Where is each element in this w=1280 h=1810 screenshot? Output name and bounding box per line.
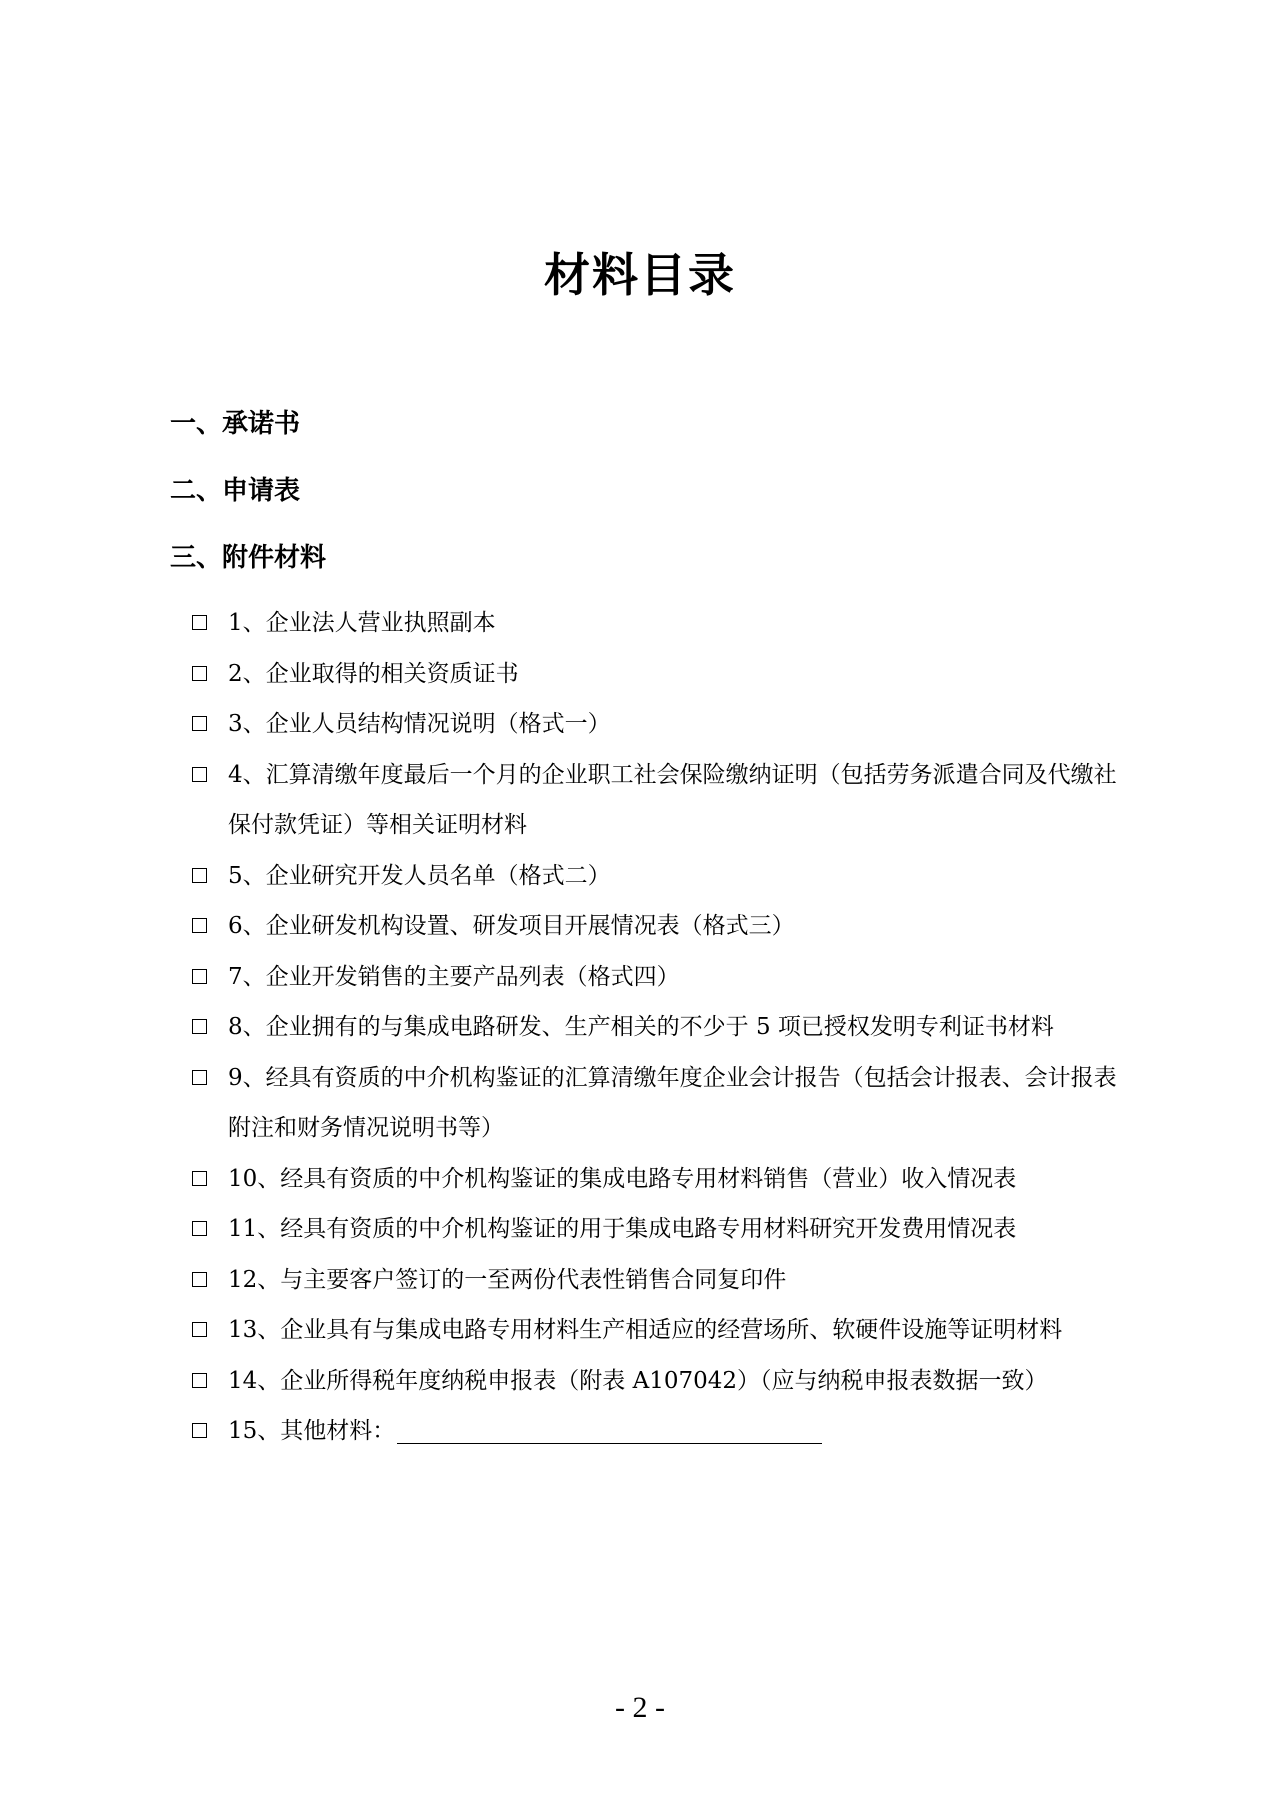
checklist-item <box>190 699 1130 750</box>
checklist-item-text: 7、企业开发销售的主要产品列表（格式四） <box>228 963 680 990</box>
checklist-item-text: 6、企业研发机构设置、研发项目开展情况表（格式三） <box>228 913 795 939</box>
checkbox[interactable] <box>192 1373 207 1388</box>
checklist-item <box>190 851 1130 902</box>
checklist-item-text: 2、企业取得的相关资质证书 <box>228 660 519 687</box>
checkbox[interactable] <box>192 1171 207 1186</box>
section-heading-commitment: 一、承诺书 <box>170 409 301 439</box>
checkbox[interactable] <box>192 969 207 984</box>
attachment-checklist <box>190 598 1130 1457</box>
checkbox[interactable] <box>192 868 207 883</box>
checkbox[interactable] <box>192 716 207 731</box>
checklist-item <box>190 649 1130 700</box>
checkbox[interactable] <box>192 918 207 933</box>
checklist-item-text: 8、企业拥有的与集成电路研发、生产相关的不少于 5 项已授权发明专利证书材料 <box>228 1014 1054 1040</box>
checklist-item <box>190 1356 1130 1407</box>
checklist-item-text: 9、经具有资质的中介机构鉴证的汇算清缴年度企业会计报告（包括会计报表、会计报表附注和财务情况说明书等） <box>228 1064 1117 1141</box>
checklist-item-text: 14、企业所得税年度纳税申报表（附表 A107042）（应与纳税申报表数据一致） <box>228 1367 1048 1394</box>
checklist-item <box>190 1002 1130 1053</box>
checklist-item <box>190 1406 1130 1457</box>
checklist-item-text: 13、企业具有与集成电路专用材料生产相适应的经营场所、软硬件设施等证明材料 <box>228 1317 1063 1343</box>
checkbox[interactable] <box>192 1019 207 1034</box>
checklist-item-text: 5、企业研究开发人员名单（格式二） <box>228 862 611 889</box>
checklist-item-text: 11、经具有资质的中介机构鉴证的用于集成电路专用材料研究开发费用情况表 <box>228 1216 1017 1242</box>
checklist-item <box>190 1053 1130 1154</box>
checklist-item-text: 10、经具有资质的中介机构鉴证的集成电路专用材料销售（营业）收入情况表 <box>228 1165 1017 1192</box>
page-title: 材料目录 <box>544 248 736 302</box>
checkbox[interactable] <box>192 1423 207 1438</box>
checklist-item-text: 1、企业法人营业执照副本 <box>228 610 496 636</box>
checklist-item <box>190 598 1130 649</box>
checkbox[interactable] <box>192 767 207 782</box>
checklist-item-text: 12、与主要客户签订的一至两份代表性销售合同复印件 <box>228 1266 787 1293</box>
checkbox[interactable] <box>192 615 207 630</box>
checklist-item <box>190 952 1130 1003</box>
checklist-item <box>190 901 1130 952</box>
checklist-item <box>190 1204 1130 1255</box>
page-number: - 2 - <box>615 1691 665 1724</box>
checklist-item-text: 3、企业人员结构情况说明（格式一） <box>228 711 611 737</box>
checklist-item <box>190 1154 1130 1205</box>
checkbox[interactable] <box>192 1070 207 1085</box>
other-materials-blank-line[interactable] <box>397 1442 822 1444</box>
checkbox[interactable] <box>192 666 207 681</box>
checklist-item <box>190 750 1130 851</box>
checklist-item-text: 4、汇算清缴年度最后一个月的企业职工社会保险缴纳证明（包括劳务派遣合同及代缴社保付款凭证）等相关证明材料 <box>228 761 1117 838</box>
checklist-item-text: 15、其他材料： <box>228 1418 396 1444</box>
checkbox[interactable] <box>192 1322 207 1337</box>
checklist-item <box>190 1255 1130 1306</box>
section-heading-application-form: 二、申请表 <box>170 476 301 506</box>
section-heading-attachments: 三、附件材料 <box>170 543 327 573</box>
checkbox[interactable] <box>192 1272 207 1287</box>
checklist-item <box>190 1305 1130 1356</box>
checkbox[interactable] <box>192 1221 207 1236</box>
